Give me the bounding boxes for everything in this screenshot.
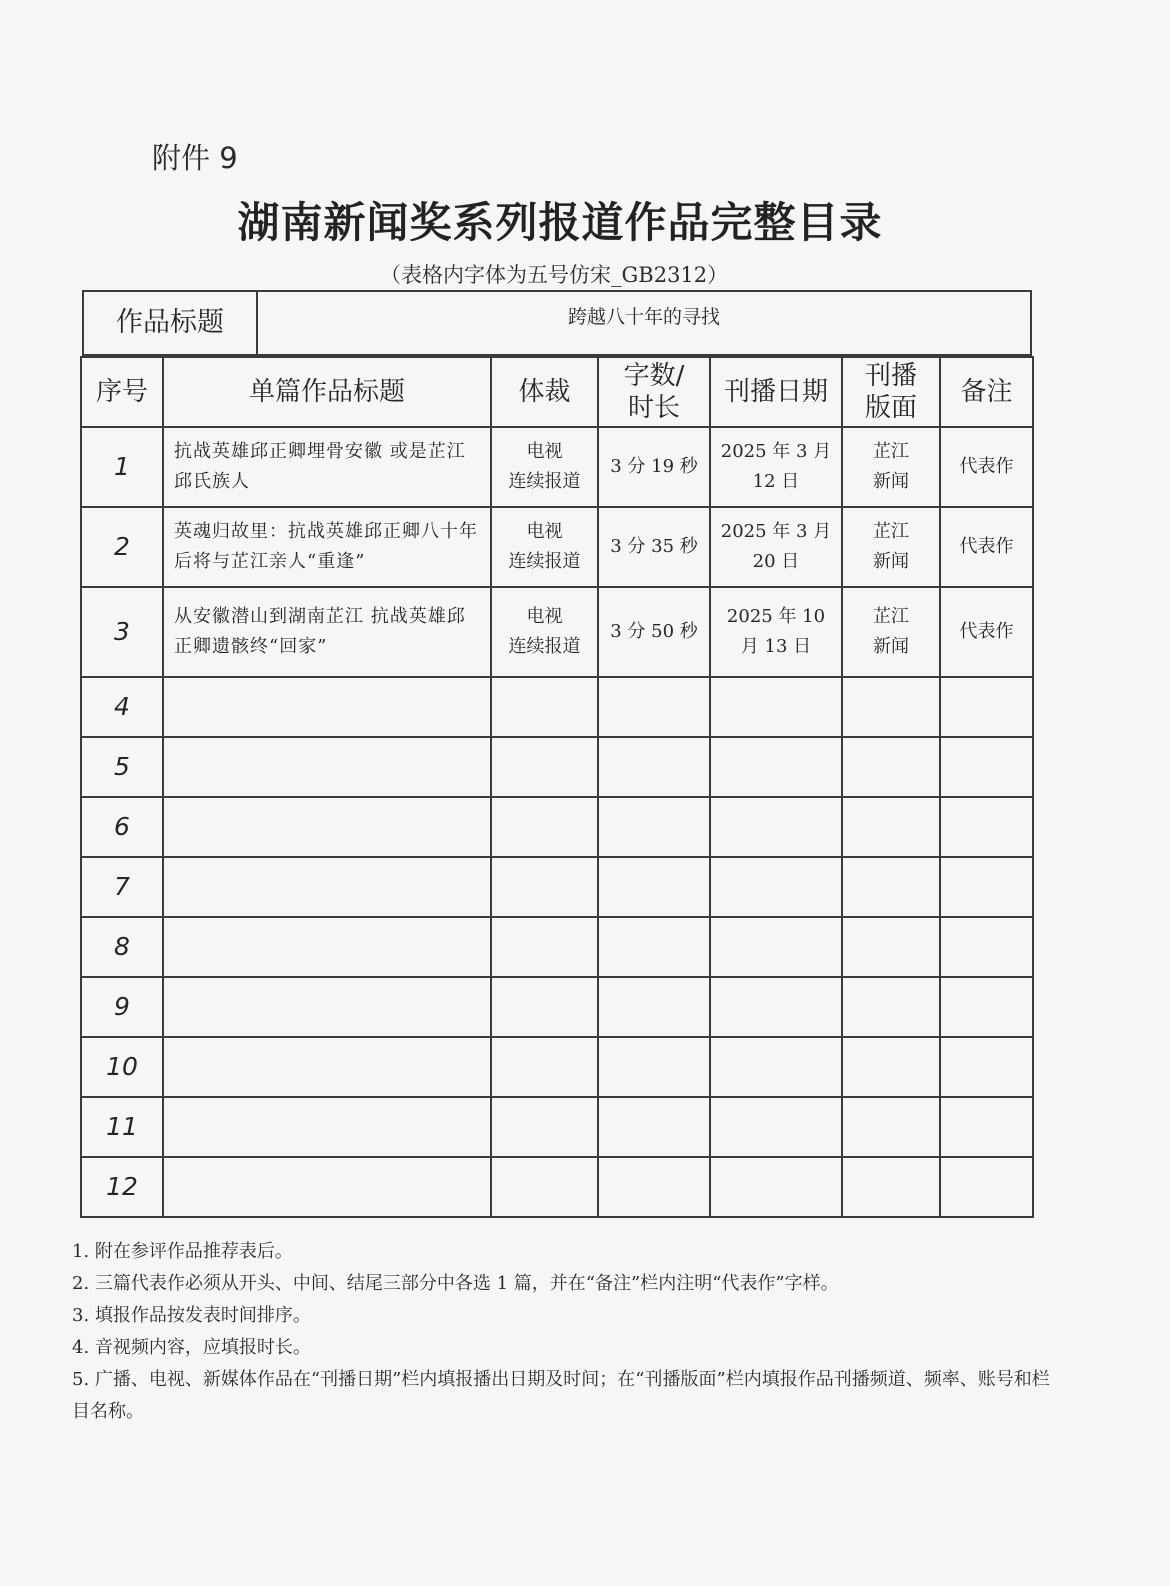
row-genre [491,587,598,677]
row-index: 9 [81,977,163,1037]
header-piece-title: 单篇作品标题 [163,357,491,427]
row-date [710,1097,842,1157]
table-row [81,917,1033,977]
row-genre-line1: 电视 [526,521,563,542]
row-index: 11 [81,1097,163,1157]
row-date [710,677,842,737]
header-edition [842,357,940,427]
row-genre [491,427,598,507]
row-edition [842,1157,940,1217]
row-edition [842,857,940,917]
catalog-table [80,356,1034,1218]
header-genre: 体裁 [491,357,598,427]
note-item: 3. 填报作品按发表时间排序。 [72,1305,311,1326]
font-note: （表格内字体为五号仿宋_GB2312） [380,263,729,287]
attachment-label: 附件 9 [152,141,238,175]
row-genre [491,1037,598,1097]
row-index: 7 [81,857,163,917]
row-edition [842,737,940,797]
work-title-value: 跨越八十年的寻找 [257,291,1031,355]
row-title [163,1097,491,1157]
table-row [81,587,1033,677]
work-title-table [82,290,1032,356]
row-genre-line2: 连续报道 [508,636,581,657]
row-length: 3 分 19 秒 [598,427,710,507]
row-edition [842,587,940,677]
table-row [81,977,1033,1037]
row-length [598,1157,710,1217]
row-date-line1: 2025 年 10 [726,606,826,627]
row-genre [491,1097,598,1157]
row-genre-line2: 连续报道 [508,471,581,492]
note-item: 5. 广播、电视、新媒体作品在“刊播日期”栏内填报播出日期及时间；在“刊播版面”栏内填报作品刊播频道、频率、账号和栏目名称。 [72,1369,1050,1422]
table-row [81,1157,1033,1217]
row-date [710,917,842,977]
row-length [598,857,710,917]
row-date [710,857,842,917]
row-index: 8 [81,917,163,977]
table-header-row [81,357,1033,427]
row-date-line1: 2025 年 3 月 [720,521,832,542]
row-remark [940,857,1033,917]
row-edition [842,977,940,1037]
table-row [81,857,1033,917]
row-remark [940,917,1033,977]
row-remark [940,1097,1033,1157]
row-index: 5 [81,737,163,797]
table-row [81,507,1033,587]
row-remark [940,1157,1033,1217]
row-edition-line1: 芷江 [873,521,909,542]
row-date [710,1157,842,1217]
row-edition-line2: 新闻 [873,471,909,492]
row-index: 6 [81,797,163,857]
row-genre [491,977,598,1037]
row-length [598,917,710,977]
row-edition [842,917,940,977]
row-remark: 代表作 [940,427,1033,507]
table-row [81,427,1033,507]
row-genre-line1: 电视 [526,441,563,462]
row-title [163,977,491,1037]
header-date: 刊播日期 [710,357,842,427]
row-title: 抗战英雄邱正卿埋骨安徽 或是芷江邱氏族人 [163,427,491,507]
row-length: 3 分 35 秒 [598,507,710,587]
row-genre [491,1157,598,1217]
row-edition [842,677,940,737]
row-title [163,1037,491,1097]
header-length [598,357,710,427]
row-length [598,1097,710,1157]
row-date-line1: 2025 年 3 月 [720,441,832,462]
row-date [710,737,842,797]
document-title: 湖南新闻奖系列报道作品完整目录 [237,198,883,247]
row-date-line2: 20 日 [752,551,800,572]
work-title-label: 作品标题 [83,291,257,355]
row-title [163,737,491,797]
header-edition-line1: 刊播 [864,361,917,391]
row-length: 3 分 50 秒 [598,587,710,677]
row-date [710,797,842,857]
notes-section [72,1236,1052,1428]
row-length [598,797,710,857]
row-edition-line2: 新闻 [873,636,909,657]
row-index: 2 [81,507,163,587]
row-remark [940,1037,1033,1097]
row-date-line2: 月 13 日 [740,636,812,657]
row-remark: 代表作 [940,507,1033,587]
row-genre-line2: 连续报道 [508,551,581,572]
row-date [710,1037,842,1097]
row-length [598,677,710,737]
row-title: 从安徽潜山到湖南芷江 抗战英雄邱正卿遗骸终“回家” [163,587,491,677]
row-index: 3 [81,587,163,677]
header-length-line1: 字数/ [623,361,685,391]
row-genre [491,507,598,587]
row-genre [491,917,598,977]
note-item: 2. 三篇代表作必须从开头、中间、结尾三部分中各选 1 篇，并在“备注”栏内注明“代表作”字样。 [72,1273,839,1294]
row-edition-line1: 芷江 [873,606,909,627]
row-remark [940,737,1033,797]
row-edition-line1: 芷江 [873,441,909,462]
note-item: 1. 附在参评作品推荐表后。 [72,1241,293,1262]
header-index: 序号 [81,357,163,427]
row-remark: 代表作 [940,587,1033,677]
table-row [81,1037,1033,1097]
row-index: 1 [81,427,163,507]
table-row [81,1097,1033,1157]
row-edition-line2: 新闻 [873,551,909,572]
row-edition [842,1037,940,1097]
row-length [598,1037,710,1097]
row-date [710,587,842,677]
header-remark: 备注 [940,357,1033,427]
row-genre [491,677,598,737]
row-date-line2: 12 日 [752,471,800,492]
row-remark [940,677,1033,737]
row-edition [842,427,940,507]
row-title [163,677,491,737]
row-index: 4 [81,677,163,737]
row-title [163,1157,491,1217]
row-length [598,977,710,1037]
row-genre [491,857,598,917]
row-edition [842,1097,940,1157]
row-index: 10 [81,1037,163,1097]
row-edition [842,797,940,857]
row-edition [842,507,940,587]
row-date [710,977,842,1037]
table-row [81,677,1033,737]
row-remark [940,977,1033,1037]
row-index: 12 [81,1157,163,1217]
row-date [710,427,842,507]
row-genre [491,797,598,857]
row-date [710,507,842,587]
row-title [163,857,491,917]
header-edition-line2: 版面 [864,393,917,423]
row-length [598,737,710,797]
row-genre-line1: 电视 [526,606,563,627]
row-genre [491,737,598,797]
note-item: 4. 音视频内容，应填报时长。 [72,1337,311,1358]
table-row [81,797,1033,857]
row-title: 英魂归故里：抗战英雄邱正卿八十年后将与芷江亲人“重逢” [163,507,491,587]
header-length-line2: 时长 [627,393,680,423]
row-remark [940,797,1033,857]
row-title [163,797,491,857]
row-title [163,917,491,977]
table-row [81,737,1033,797]
